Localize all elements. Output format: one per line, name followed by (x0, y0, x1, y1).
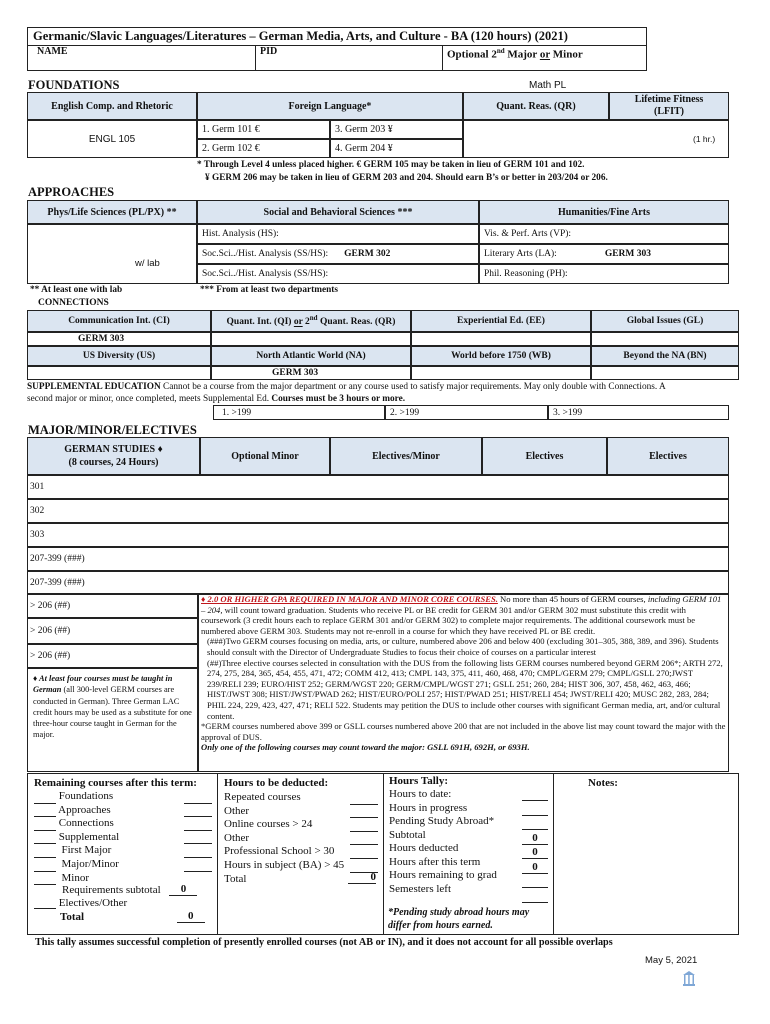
pid-field[interactable] (255, 45, 442, 71)
math-pl-label: Math PL (529, 80, 567, 91)
deduct-repeated: Repeated courses (224, 791, 301, 803)
hours-list (389, 788, 497, 896)
tally-divider-2 (383, 773, 384, 935)
hours-to-date: Hours to date: (389, 788, 452, 800)
hours-deducted: Hours deducted (389, 842, 459, 854)
lab-note: ** At least one with lab (30, 285, 123, 295)
engl-105-cell: ENGL 105 (27, 120, 197, 158)
experiential-cell[interactable] (411, 332, 591, 346)
hours-after-term-value: 0 (522, 861, 548, 874)
phil-reasoning-cell: Phil. Reasoning (PH): (479, 264, 729, 284)
germ-102-cell: 2. Germ 102 € (197, 139, 330, 158)
world-before-1750-header: World before 1750 (WB) (411, 346, 591, 366)
elective-list-note: (##)Three elective courses selected in consultation with the DUS from the following lists GERM courses numbered beyond GERM 206*; ARTH 272, 274, 275, 284, 365, 454, 455, 471, 472; COMM 412, 413; CMPL 143, 375, 411, 460, 468, 470; CMPL/GERM 279; CMPL/GSLL 270;JWST 239/RELI 239; EURO/HIST 252; GERM/WGST 220; GERM/CMPL/WGST 271; GSLL 251; 260, 284; HIST 306, 307, 458, 462, 463, 466; HIST/JWST 308; HIST/JWST/PWAD 262; HIST/EURO/POLI 257; HIST/PWAD 251; HIST/RELI 454; JWST/RELI 420; MUSC 282, 283, 284; PHIL 224, 229, 423, 427, 471; RELI 522. Students may petition the DUS to include other courses with significant German media, art, and/or cultural content. (207, 657, 723, 721)
total-value: 0 (177, 910, 205, 923)
department-note: *** From at least two departments (200, 285, 338, 295)
hours-after-term: Hours after this term (389, 855, 481, 868)
us-diversity-cell[interactable] (27, 366, 211, 380)
foreign-language-header: Foreign Language* (197, 92, 463, 120)
requirements-note (201, 594, 727, 753)
major-row-303[interactable]: 303 (27, 523, 729, 547)
literary-arts-cell (479, 244, 729, 264)
north-atlantic-value: GERM 303 (211, 366, 411, 380)
remaining-supplemental-label: Supplemental (58, 830, 120, 843)
foundations-note-2: ¥ GERM 206 may be taken in lieu of GERM 203 and 204. Should earn B’s or better in 203/204 or 206. (205, 173, 608, 183)
beyond-na-cell[interactable] (591, 366, 739, 380)
semesters-left: Semesters left (389, 882, 452, 895)
supplemental-heading: SUPPLEMENTAL EDUCATION (27, 382, 161, 392)
supplemental-hours-note: Courses must be 3 hours or more. (271, 394, 406, 404)
hours-remaining: Hours remaining to grad (389, 869, 497, 881)
remaining-list (34, 790, 119, 885)
electives-other-label: Electives/Other (58, 897, 128, 909)
gpa-text-2: will count toward graduation. Students who receive PL or BE credit for GERM 301 and/or GERM 302 must substitute this credit with coursework (3 credit hours each to replace GERM 301 and/or GERM 302) to complete major requirements. The additional coursework must be numbered above GERM 303. Students may not re-enroll in a course for which they have received PL or BE credit. (201, 604, 696, 636)
media-arts-note: (###)Two GERM courses focusing on media, arts, or culture, numbered above 206 and below 400 (excluding 301–305, 388, 389, and 396). Students should consult with the Director of Undergraduate Studies to focus their choice of courses on a particular interest (207, 636, 719, 657)
electives-minor-header: Electives/Minor (330, 437, 482, 475)
germ-204-cell: 4. Germ 204 ¥ (330, 139, 463, 158)
semesters-left-value[interactable] (522, 890, 548, 903)
hours-pending-abroad: Pending Study Abroad* (389, 815, 495, 827)
hours-remaining-value[interactable] (522, 875, 548, 888)
germ-203-cell: 3. Germ 203 ¥ (330, 120, 463, 139)
major-row-206-b[interactable]: > 206 (##) (27, 618, 198, 644)
literary-arts-value: GERM 303 (604, 249, 651, 259)
deduct-other-2: Other (224, 831, 250, 844)
tally-footer-note: This tally assumes successful completion of presently enrolled courses (not AB or IN), and it does not account for all possible overlaps (35, 937, 613, 948)
remaining-first-major-label: First Major (61, 844, 112, 857)
pending-abroad-note: *Pending study abroad hours may differ from hours earned. (388, 907, 530, 931)
supplemental-text-1: Cannot be a course from the major department or any course used to satisfy major requirements. May only double with Connections. A (163, 382, 666, 392)
remaining-connections[interactable] (34, 817, 119, 831)
connections-heading: CONNECTIONS (38, 298, 109, 308)
remaining-approaches[interactable] (34, 804, 119, 818)
req-subtotal-value: 0 (169, 883, 197, 896)
deduct-blanks[interactable] (350, 791, 378, 873)
major-row-206-c[interactable]: > 206 (##) (27, 644, 198, 668)
electives-header-2: Electives (607, 437, 729, 475)
gpa-text-2-italic: including GERM 101 – 204, (201, 594, 722, 615)
req-subtotal-label: Requirements subtotal (62, 884, 161, 896)
socsci-1-label: Soc.Sci../Hist. Analysis (SS/HS): (202, 249, 329, 259)
hours-pending-value[interactable] (522, 817, 548, 830)
hist-analysis-cell: Hist. Analysis (HS): (197, 224, 479, 244)
remaining-major-minor-label: Major/Minor (61, 857, 119, 870)
gpa-requirement: ♦ 2.0 OR HIGHER GPA REQUIRED IN MAJOR AND MINOR CORE COURSES. (201, 594, 498, 604)
comm-int-header: Communication Int. (CI) (27, 310, 211, 332)
electives-other-row[interactable] (34, 897, 127, 909)
hours-subtotal-value: 0 (522, 832, 548, 845)
us-diversity-header: US Diversity (US) (27, 346, 211, 366)
world-before-1750-cell[interactable] (411, 366, 591, 380)
page-title: Germanic/Slavic Languages/Literatures – German Media, Arts, and Culture - BA (120 hours) (2021) (33, 29, 568, 43)
pid-field-label: PID (260, 46, 278, 57)
hours-deducted-value: 0 (522, 846, 548, 859)
german-studies-header (27, 437, 200, 475)
english-comp-header: English Comp. and Rhetoric (27, 92, 197, 120)
remaining-foundations[interactable] (34, 790, 119, 804)
quant-int-cell[interactable] (211, 332, 411, 346)
remaining-supplemental[interactable] (34, 831, 119, 845)
social-behavioral-header: Social and Behavioral Sciences *** (197, 200, 479, 224)
literary-arts-label: Literary Arts (LA): (484, 249, 557, 259)
global-issues-header: Global Issues (GL) (591, 310, 739, 332)
remaining-approaches-label: Approaches (58, 803, 111, 816)
deduct-list (224, 791, 344, 886)
socsci-2-cell: Soc.Sci../Hist. Analysis (SS/HS): (197, 264, 479, 284)
foundations-heading: FOUNDATIONS (28, 78, 120, 92)
major-row-207-399-b[interactable]: 207-399 (###) (27, 571, 729, 594)
remaining-blanks (184, 790, 212, 872)
lac-note-text: (all 300-level GERM courses are conducted in German). Three German LAC credit hours may be used as a substitute for one three-hour course taught in German for the major. (33, 685, 192, 740)
notes-area[interactable] (554, 774, 738, 934)
remaining-major-minor[interactable] (34, 858, 119, 872)
revision-date: May 5, 2021 (645, 955, 698, 966)
major-row-302[interactable]: 302 (27, 499, 729, 523)
phys-life-cell[interactable] (27, 224, 197, 284)
major-row-206-a[interactable]: > 206 (##) (27, 594, 198, 618)
north-atlantic-header: North Atlantic World (NA) (211, 346, 411, 366)
req-subtotal-row (62, 883, 197, 896)
lifetime-fitness-line1: Lifetime Fitness (634, 94, 704, 105)
german-studies-line2: (8 courses, 24 Hours) (68, 457, 159, 468)
lifetime-fitness-line2: (LFIT) (654, 106, 684, 117)
german-studies-line1: GERMAN STUDIES ♦ (64, 444, 163, 455)
hours-to-date-value[interactable] (522, 788, 548, 801)
hours-tally-heading: Hours Tally: (389, 775, 448, 787)
remaining-first-major[interactable] (34, 844, 119, 858)
optional-divider (442, 45, 443, 71)
major-heading: MAJOR/MINOR/ELECTIVES (28, 423, 197, 437)
vis-perf-arts-cell: Vis. & Perf. Arts (VP): (479, 224, 729, 244)
remaining-foundations-label: Foundations (58, 790, 114, 802)
lac-note-bold: ♦ At least four courses must be taught in German (33, 674, 173, 695)
dus-approval-note: *GERM courses numbered above 399 or GSLL courses numbered above 200 that are not included in the above list may count toward the major with the approval of DUS. (201, 721, 726, 742)
germ-101-cell: 1. Germ 101 € (197, 120, 330, 139)
quant-reasoning-header: Quant. Reas. (QR) (463, 92, 609, 120)
supplemental-text (27, 381, 739, 405)
hours-subtotal: Subtotal (389, 828, 426, 841)
comm-int-value: GERM 303 (27, 332, 211, 346)
supplemental-course-1[interactable]: 1. >199 (213, 405, 385, 420)
deduct-total-value: 0 (348, 871, 376, 884)
major-row-207-399-a[interactable]: 207-399 (###) (27, 547, 729, 571)
supplemental-course-3[interactable]: 3. >199 (548, 405, 729, 420)
total-label: Total (60, 911, 85, 923)
name-field[interactable] (27, 45, 255, 71)
deduct-professional: Professional School > 30 (224, 845, 335, 858)
lac-note (33, 673, 195, 741)
optional-minor-header: Optional Minor (200, 437, 330, 475)
deduct-subject: Hours in subject (BA) > 45 (224, 858, 345, 871)
supplemental-text-2: second major or minor, once completed, meets Supplemental Ed. (27, 394, 270, 404)
tally-divider-1 (217, 773, 218, 935)
hours-in-progress-value[interactable] (522, 803, 548, 816)
beyond-na-header: Beyond the NA (BN) (591, 346, 739, 366)
name-field-label: NAME (37, 46, 68, 57)
quant-reasoning-cell[interactable] (463, 120, 729, 158)
well-logo-icon (682, 970, 696, 987)
remaining-connections-label: Connections (58, 817, 114, 830)
global-issues-cell[interactable] (591, 332, 739, 346)
remaining-heading: Remaining courses after this term: (34, 777, 197, 789)
with-lab-label: w/ lab (135, 258, 160, 269)
gpa-text-1: No more than 45 hours of GERM courses, (500, 594, 646, 604)
hours-values (522, 788, 548, 903)
quant-int-label: Quant. Int. (QI) or 2nd Quant. Reas. (QR) (226, 314, 396, 328)
gsll-note: Only one of the following courses may count toward the major: GSLL 691H, 692H, or 693H. (201, 742, 530, 753)
hours-in-progress: Hours in progress (389, 801, 468, 814)
deduct-other-1: Other (224, 804, 250, 817)
one-hour-label: (1 hr.) (693, 134, 716, 144)
quant-int-header (211, 310, 411, 332)
socsci-1-cell (197, 244, 479, 264)
phys-life-header: Phys/Life Sciences (PL/PX) ** (27, 200, 197, 224)
supplemental-course-2[interactable]: 2. >199 (385, 405, 548, 420)
deduct-heading: Hours to be deducted: (224, 777, 329, 789)
socsci-1-value: GERM 302 (344, 249, 391, 259)
lifetime-fitness-header (609, 92, 729, 120)
deduct-total-label: Total (224, 872, 247, 885)
foundations-note-1: * Through Level 4 unless placed higher. € GERM 105 may be taken in lieu of GERM 101 and 102. (197, 160, 585, 170)
deduct-online: Online courses > 24 (224, 818, 313, 831)
remaining-minor-label: Minor (61, 871, 89, 884)
major-row-301[interactable]: 301 (27, 475, 729, 499)
notes-label: Notes: (588, 777, 618, 789)
electives-header-1: Electives (482, 437, 607, 475)
humanities-header: Humanities/Fine Arts (479, 200, 729, 224)
total-row (60, 910, 205, 923)
approaches-heading: APPROACHES (28, 185, 115, 199)
experiential-header: Experiential Ed. (EE) (411, 310, 591, 332)
optional-major-label: Optional 2nd Major or Minor (447, 47, 583, 61)
